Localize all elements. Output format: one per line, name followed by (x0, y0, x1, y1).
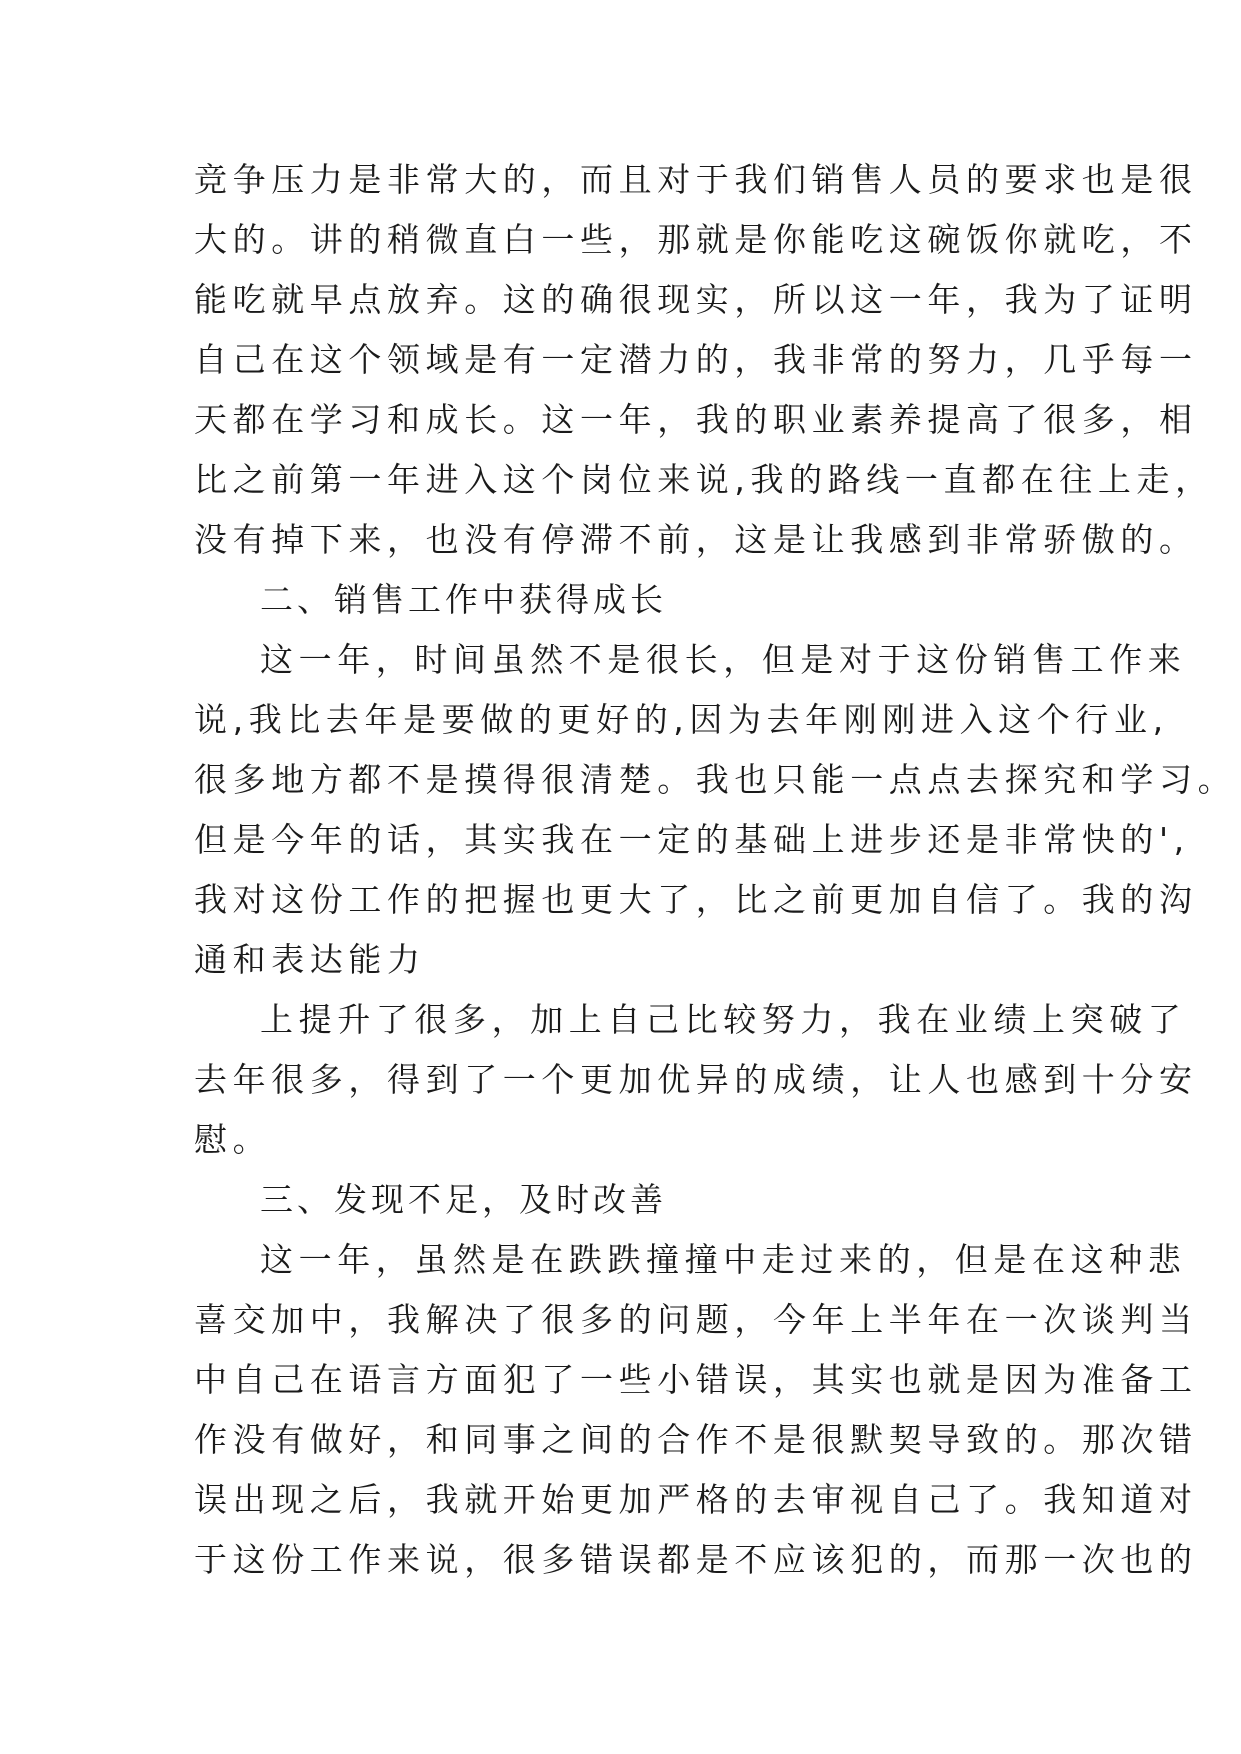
body-text-line: 慰。 (194, 1120, 272, 1159)
section-heading: 三、发现不足，及时改善 (260, 1180, 667, 1219)
body-text-line: 很多地方都不是摸得很清楚。我也只能一点点去探究和学习。 (194, 760, 1237, 799)
paragraph-first-line: 这一年，时间虽然不是很长，但是对于这份销售工作来 (260, 640, 1187, 679)
body-text-line: 自己在这个领域是有一定潜力的，我非常的努力，几乎每一 (194, 340, 1198, 379)
document-page (194, 150, 1237, 1590)
body-text-line: 竞争压力是非常大的，而且对于我们销售人员的要求也是很 (194, 160, 1198, 199)
body-text-line: 误出现之后，我就开始更加严格的去审视自己了。我知道对 (194, 1480, 1198, 1519)
body-text-line: 通和表达能力 (194, 940, 426, 979)
body-text-line: 没有掉下来，也没有停滞不前，这是让我感到非常骄傲的。 (194, 520, 1198, 559)
body-text-line: 去年很多，得到了一个更加优异的成绩，让人也感到十分安 (194, 1060, 1198, 1099)
body-text-line: 于这份工作来说，很多错误都是不应该犯的，而那一次也的 (194, 1540, 1198, 1579)
body-text-line: 我对这份工作的把握也更大了，比之前更加自信了。我的沟 (194, 880, 1198, 919)
body-text-line: 作没有做好，和同事之间的合作不是很默契导致的。那次错 (194, 1420, 1198, 1459)
body-text-line: 说,我比去年是要做的更好的,因为去年刚刚进入这个行业, (194, 700, 1169, 739)
paragraph-first-line: 这一年，虽然是在跌跌撞撞中走过来的，但是在这种悲 (260, 1240, 1187, 1279)
body-text-line: 大的。讲的稍微直白一些，那就是你能吃这碗饭你就吃，不 (194, 220, 1198, 259)
body-text-line: 喜交加中，我解决了很多的问题，今年上半年在一次谈判当 (194, 1300, 1198, 1339)
body-text-line: 天都在学习和成长。这一年，我的职业素养提高了很多，相 (194, 400, 1198, 439)
body-text-line: 比之前第一年进入这个岗位来说,我的路线一直都在往上走， (194, 460, 1214, 499)
body-text-line: 但是今年的话，其实我在一定的基础上进步还是非常快的', (194, 820, 1190, 859)
section-heading: 二、销售工作中获得成长 (260, 580, 667, 619)
body-text-line: 中自己在语言方面犯了一些小错误，其实也就是因为准备工 (194, 1360, 1198, 1399)
paragraph-first-line: 上提升了很多，加上自己比较努力，我在业绩上突破了 (260, 1000, 1187, 1039)
body-text-line: 能吃就早点放弃。这的确很现实，所以这一年，我为了证明 (194, 280, 1198, 319)
